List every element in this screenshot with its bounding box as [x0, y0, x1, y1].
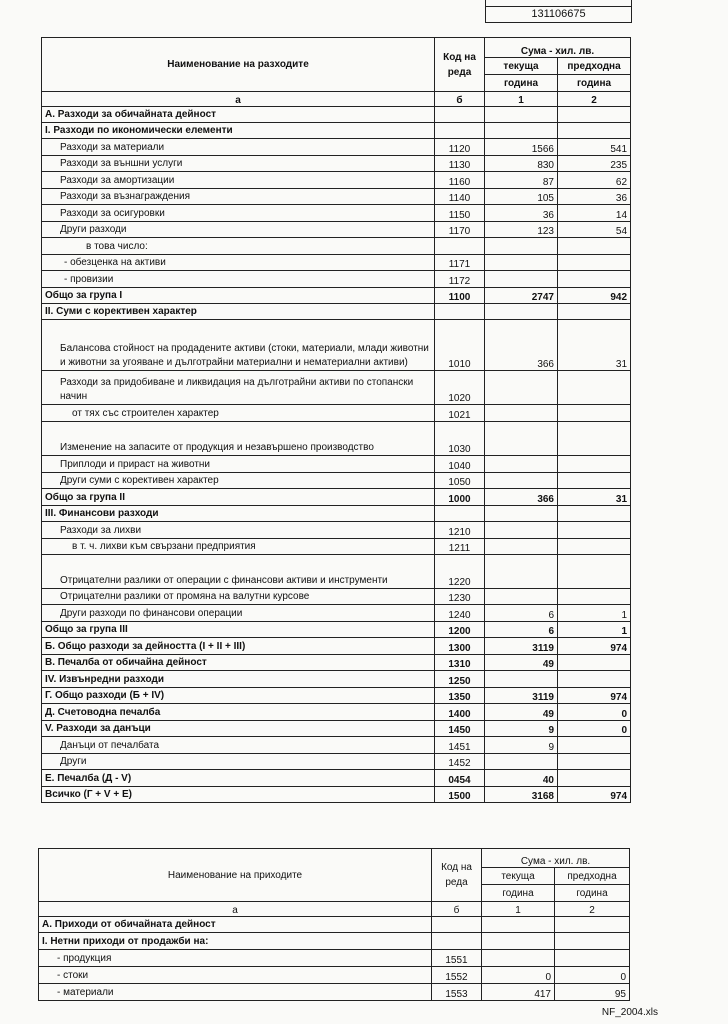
row-previous-year — [558, 671, 631, 688]
row-code: 0454 — [435, 770, 485, 787]
row-current-year — [485, 456, 558, 473]
row-previous-year: 62 — [558, 172, 631, 189]
income-letters-row — [39, 902, 630, 917]
row-code: 1040 — [435, 456, 485, 473]
row-current-year: 87 — [485, 172, 558, 189]
row-label: Г. Общо разходи (Б + IV) — [42, 688, 435, 704]
expenses-previous-year-header: предходна — [558, 58, 631, 75]
row-code: 1140 — [435, 189, 485, 205]
row-current-year — [485, 271, 558, 288]
row-code — [432, 917, 482, 933]
row-current-year — [482, 950, 555, 967]
row-previous-year — [558, 539, 631, 555]
row-label: Разходи за материали — [42, 139, 435, 156]
letter-cell: б — [432, 902, 482, 917]
row-current-year: 1566 — [485, 139, 558, 156]
row-current-year: 0 — [482, 967, 555, 984]
row-code: 1553 — [432, 984, 482, 1001]
row-previous-year — [558, 422, 631, 456]
income-sum-header: Сума - хил. лв. — [482, 849, 630, 868]
row-current-year — [485, 589, 558, 605]
row-current-year — [485, 422, 558, 456]
row-code: 1100 — [435, 288, 485, 304]
table-row — [39, 967, 630, 984]
row-code — [435, 506, 485, 522]
table-row — [42, 754, 631, 770]
row-label: Други разходи по финансови операции — [42, 605, 435, 622]
row-current-year — [485, 539, 558, 555]
row-code: 1240 — [435, 605, 485, 622]
row-previous-year: 942 — [558, 288, 631, 304]
table-row — [42, 638, 631, 655]
row-current-year: 123 — [485, 222, 558, 238]
row-current-year — [485, 671, 558, 688]
letter-cell: 2 — [558, 92, 631, 107]
row-previous-year — [555, 933, 630, 950]
row-code: 1300 — [435, 638, 485, 655]
letter-cell: б — [435, 92, 485, 107]
income-previous-year-header-2: година — [555, 885, 630, 902]
row-label: IV. Извънредни разходи — [42, 671, 435, 688]
letter-cell: 2 — [555, 902, 630, 917]
row-code: 1050 — [435, 473, 485, 489]
row-previous-year — [558, 473, 631, 489]
row-code: 1220 — [435, 555, 485, 589]
row-current-year — [485, 754, 558, 770]
table-row — [42, 189, 631, 205]
row-current-year: 40 — [485, 770, 558, 787]
row-code: 1120 — [435, 139, 485, 156]
income-name-header: Наименование на приходите — [39, 849, 432, 902]
row-previous-year — [558, 238, 631, 255]
row-label: Д. Счетоводна печалба — [42, 704, 435, 721]
table-row — [42, 422, 631, 456]
table-row — [42, 589, 631, 605]
row-label: Общо за група III — [42, 622, 435, 638]
row-previous-year — [558, 506, 631, 522]
row-current-year: 9 — [485, 737, 558, 754]
row-code: 1130 — [435, 156, 485, 172]
expenses-current-year-header: текуща — [485, 58, 558, 75]
letter-cell: а — [42, 92, 435, 107]
table-row — [42, 622, 631, 638]
table-row — [42, 489, 631, 506]
table-row — [42, 156, 631, 172]
row-label: Други разходи — [42, 222, 435, 238]
table-row — [42, 506, 631, 522]
row-previous-year — [558, 737, 631, 754]
table-row — [42, 539, 631, 555]
row-previous-year — [558, 655, 631, 671]
row-previous-year — [558, 107, 631, 123]
row-label: в т. ч. лихви към свързани предприятия — [42, 539, 435, 555]
table-row — [42, 655, 631, 671]
row-label: Разходи за придобиване и ликвидация на дълготрайни активи по стопански начин — [42, 371, 435, 405]
row-label: - провизии — [42, 271, 435, 288]
row-code: 1400 — [435, 704, 485, 721]
row-current-year — [485, 371, 558, 405]
row-label: Други суми с корективен характер — [42, 473, 435, 489]
row-current-year — [482, 917, 555, 933]
row-code: 1452 — [435, 754, 485, 770]
table-row — [42, 222, 631, 238]
row-label: Отрицателни разлики от промяна на валутни курсове — [42, 589, 435, 605]
income-previous-year-header: предходна — [555, 868, 630, 885]
table-row — [42, 704, 631, 721]
row-label: Е. Печалба (Д - V) — [42, 770, 435, 787]
row-label: Балансова стойност на продадените активи (стоки, материали, млади животни и животни за угояване и дълготрайни материални и нематериални активи) — [42, 320, 435, 371]
letter-cell: а — [39, 902, 432, 917]
row-code: 1010 — [435, 320, 485, 371]
expenses-previous-year-header-2: година — [558, 75, 631, 92]
row-code: 1150 — [435, 205, 485, 222]
table-row — [42, 371, 631, 405]
row-code: 1020 — [435, 371, 485, 405]
row-code — [435, 107, 485, 123]
income-current-year-header: текуща — [482, 868, 555, 885]
row-code: 1172 — [435, 271, 485, 288]
row-code — [435, 238, 485, 255]
row-label: Разходи за осигуровки — [42, 205, 435, 222]
row-label: А. Приходи от обичайната дейност — [39, 917, 432, 933]
row-previous-year — [558, 555, 631, 589]
row-label: Данъци от печалбата — [42, 737, 435, 754]
row-label: Разходи за външни услуги — [42, 156, 435, 172]
row-previous-year — [558, 255, 631, 271]
expenses-table — [41, 37, 631, 803]
row-code: 1500 — [435, 787, 485, 803]
row-label: III. Финансови разходи — [42, 506, 435, 522]
income-code-header: Код на реда — [432, 849, 482, 902]
row-code: 1552 — [432, 967, 482, 984]
row-label: Разходи за възнаграждения — [42, 189, 435, 205]
table-row — [42, 205, 631, 222]
row-code: 1230 — [435, 589, 485, 605]
row-code: 1350 — [435, 688, 485, 704]
row-current-year — [485, 123, 558, 139]
row-current-year: 3119 — [485, 688, 558, 704]
table-row — [42, 288, 631, 304]
table-row — [42, 107, 631, 123]
row-previous-year — [558, 456, 631, 473]
row-previous-year — [558, 770, 631, 787]
row-current-year — [485, 555, 558, 589]
table-row — [42, 304, 631, 320]
row-label: V. Разходи за данъци — [42, 721, 435, 737]
row-label: I. Разходи по икономически елементи — [42, 123, 435, 139]
row-previous-year — [558, 371, 631, 405]
row-previous-year: 14 — [558, 205, 631, 222]
row-code: 1211 — [435, 539, 485, 555]
row-previous-year — [555, 950, 630, 967]
row-current-year: 830 — [485, 156, 558, 172]
row-code: 1170 — [435, 222, 485, 238]
row-previous-year: 31 — [558, 320, 631, 371]
row-current-year: 366 — [485, 489, 558, 506]
row-previous-year: 974 — [558, 787, 631, 803]
table-row — [42, 123, 631, 139]
row-label: Приплоди и прираст на животни — [42, 456, 435, 473]
row-code: 1021 — [435, 405, 485, 422]
row-label: - материали — [39, 984, 432, 1001]
row-current-year: 9 — [485, 721, 558, 737]
top-code-value: 131106675 — [531, 8, 586, 20]
row-previous-year: 974 — [558, 638, 631, 655]
row-label: Отрицателни разлики от операции с финансови активи и инструменти — [42, 555, 435, 589]
row-current-year: 3119 — [485, 638, 558, 655]
row-code: 1250 — [435, 671, 485, 688]
expenses-current-year-header-2: година — [485, 75, 558, 92]
table-row — [42, 787, 631, 803]
table-row — [42, 605, 631, 622]
row-code: 1171 — [435, 255, 485, 271]
table-row — [42, 671, 631, 688]
row-previous-year: 974 — [558, 688, 631, 704]
table-row — [42, 255, 631, 271]
row-label: Общо за група I — [42, 288, 435, 304]
row-code: 1030 — [435, 422, 485, 456]
row-previous-year: 54 — [558, 222, 631, 238]
table-row — [42, 405, 631, 422]
row-previous-year — [558, 589, 631, 605]
row-current-year — [485, 405, 558, 422]
row-current-year — [482, 933, 555, 950]
letter-cell: 1 — [485, 92, 558, 107]
row-current-year: 6 — [485, 622, 558, 638]
row-previous-year — [558, 754, 631, 770]
row-label: в това число: — [42, 238, 435, 255]
top-code-box — [485, 0, 632, 23]
table-row — [42, 271, 631, 288]
table-row — [42, 172, 631, 189]
row-code: 1210 — [435, 522, 485, 539]
letter-cell: 1 — [482, 902, 555, 917]
table-row — [39, 950, 630, 967]
expenses-code-header: Код на реда — [435, 38, 485, 92]
row-label: Всичко (Г + V + Е) — [42, 787, 435, 803]
row-previous-year: 0 — [558, 704, 631, 721]
row-current-year — [485, 506, 558, 522]
table-row — [42, 555, 631, 589]
row-previous-year — [558, 271, 631, 288]
table-row — [39, 917, 630, 933]
row-previous-year: 36 — [558, 189, 631, 205]
row-label: - продукция — [39, 950, 432, 967]
expenses-name-header: Наименование на разходите — [42, 38, 435, 92]
row-code: 1450 — [435, 721, 485, 737]
table-row — [39, 984, 630, 1001]
row-current-year: 366 — [485, 320, 558, 371]
source-filename: NF_2004.xls — [601, 1007, 658, 1018]
row-label: В. Печалба от обичайна дейност — [42, 655, 435, 671]
row-previous-year: 1 — [558, 605, 631, 622]
row-label: Изменение на запасите от продукция и незавършено производство — [42, 422, 435, 456]
table-row — [42, 456, 631, 473]
table-row — [42, 473, 631, 489]
row-code: 1000 — [435, 489, 485, 506]
row-code: 1200 — [435, 622, 485, 638]
row-label: - обезценка на активи — [42, 255, 435, 271]
row-previous-year: 235 — [558, 156, 631, 172]
row-label: Други — [42, 754, 435, 770]
row-previous-year: 1 — [558, 622, 631, 638]
row-code: 1551 — [432, 950, 482, 967]
row-current-year — [485, 473, 558, 489]
row-previous-year: 0 — [555, 967, 630, 984]
expenses-letters-row — [42, 92, 631, 107]
row-current-year — [485, 522, 558, 539]
income-current-year-header-2: година — [482, 885, 555, 902]
row-code: 1451 — [435, 737, 485, 754]
row-current-year — [485, 255, 558, 271]
row-label: - стоки — [39, 967, 432, 984]
table-row — [42, 139, 631, 156]
row-label: II. Суми с корективен характер — [42, 304, 435, 320]
row-previous-year — [558, 304, 631, 320]
row-current-year — [485, 238, 558, 255]
row-current-year: 49 — [485, 655, 558, 671]
row-current-year: 2747 — [485, 288, 558, 304]
row-label: Б. Общо разходи за дейността (I + II + III) — [42, 638, 435, 655]
row-code — [435, 304, 485, 320]
row-previous-year: 0 — [558, 721, 631, 737]
table-row — [42, 320, 631, 371]
row-previous-year: 541 — [558, 139, 631, 156]
row-code — [435, 123, 485, 139]
table-row — [42, 721, 631, 737]
row-current-year: 3168 — [485, 787, 558, 803]
row-code: 1310 — [435, 655, 485, 671]
row-current-year: 417 — [482, 984, 555, 1001]
row-current-year: 105 — [485, 189, 558, 205]
top-code-box-band — [486, 0, 631, 7]
row-previous-year — [558, 522, 631, 539]
table-row — [42, 522, 631, 539]
table-row — [42, 688, 631, 704]
row-previous-year — [558, 123, 631, 139]
row-previous-year — [558, 405, 631, 422]
row-label: Общо за група II — [42, 489, 435, 506]
row-code: 1160 — [435, 172, 485, 189]
row-previous-year — [555, 917, 630, 933]
row-current-year — [485, 304, 558, 320]
row-label: Разходи за лихви — [42, 522, 435, 539]
table-row — [42, 737, 631, 754]
row-label: Разходи за амортизации — [42, 172, 435, 189]
row-code — [432, 933, 482, 950]
row-current-year: 36 — [485, 205, 558, 222]
table-row — [42, 238, 631, 255]
row-current-year — [485, 107, 558, 123]
income-table — [38, 848, 630, 1001]
row-previous-year: 31 — [558, 489, 631, 506]
row-label: от тях със строителен характер — [42, 405, 435, 422]
row-current-year: 6 — [485, 605, 558, 622]
row-previous-year: 95 — [555, 984, 630, 1001]
table-row — [39, 933, 630, 950]
row-current-year: 49 — [485, 704, 558, 721]
row-label: А. Разходи за обичайната дейност — [42, 107, 435, 123]
row-label: I. Нетни приходи от продажби на: — [39, 933, 432, 950]
table-row — [42, 770, 631, 787]
expenses-sum-header: Сума - хил. лв. — [485, 38, 631, 58]
